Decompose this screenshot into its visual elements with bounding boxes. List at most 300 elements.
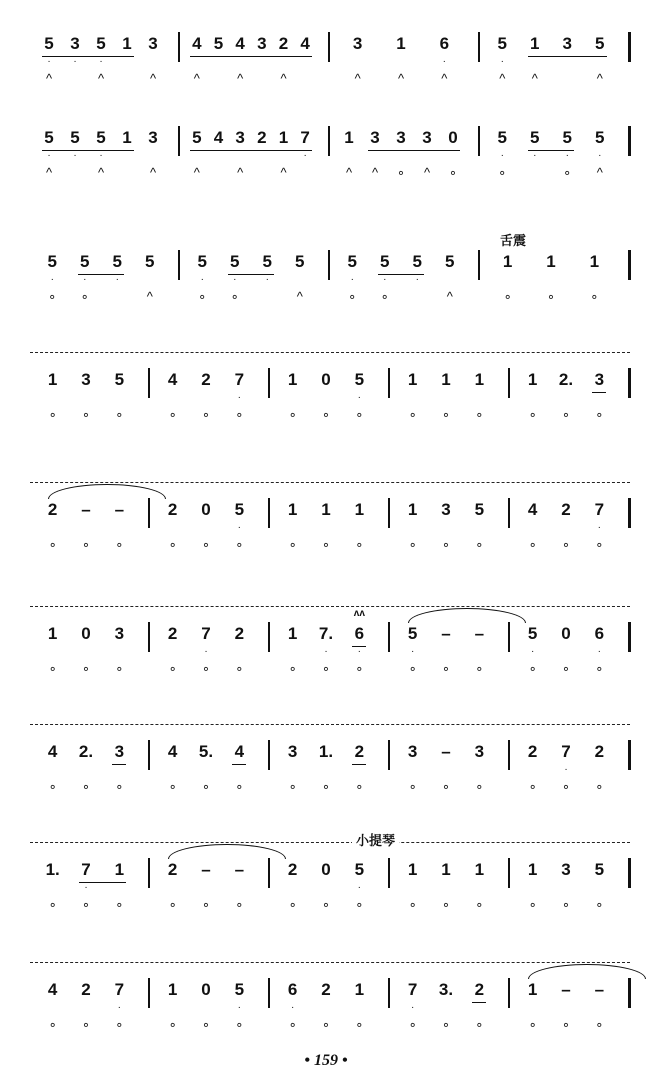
octave-dot: · bbox=[410, 646, 415, 657]
underline-beam bbox=[190, 150, 312, 151]
bowing-mark: ^ bbox=[531, 71, 538, 86]
underline-beam bbox=[368, 150, 460, 151]
bowing-mark: ∘ bbox=[235, 779, 244, 794]
underline-beam bbox=[592, 392, 606, 393]
bowing-mark: ∘ bbox=[528, 1017, 537, 1032]
note: 3 bbox=[257, 34, 267, 53]
bowing-mark: ∘ bbox=[595, 1017, 604, 1032]
bowing-mark: ∘ bbox=[115, 1017, 124, 1032]
note: 2 bbox=[561, 500, 571, 519]
bowing-mark: ∘ bbox=[563, 165, 572, 180]
underline-beam bbox=[352, 764, 366, 765]
note: – bbox=[561, 980, 571, 999]
note: 5 bbox=[96, 128, 106, 147]
note: – bbox=[201, 860, 211, 879]
note: 4 bbox=[527, 500, 538, 519]
barline bbox=[508, 978, 510, 1008]
barline bbox=[148, 978, 150, 1008]
bowing-mark: ∘ bbox=[528, 779, 537, 794]
bowing-mark: ∘ bbox=[561, 779, 571, 794]
bowing-mark: ^ bbox=[596, 165, 603, 180]
note: – bbox=[114, 500, 125, 519]
bowing-mark: ∘ bbox=[235, 407, 244, 422]
barline bbox=[148, 858, 150, 888]
note: 7 bbox=[234, 370, 245, 389]
note: 5 bbox=[114, 370, 125, 389]
bowing-mark: ∘ bbox=[115, 407, 124, 422]
bowing-mark: ∘ bbox=[528, 537, 537, 552]
bowing-mark: ∘ bbox=[288, 407, 297, 422]
note: 3 bbox=[114, 624, 125, 643]
barline bbox=[388, 622, 390, 652]
note: 5 bbox=[380, 252, 390, 271]
note: 2 bbox=[321, 980, 331, 999]
barline bbox=[508, 622, 510, 652]
note: 3 bbox=[370, 128, 380, 147]
note: 1 bbox=[278, 128, 289, 147]
tie-slur bbox=[48, 484, 166, 499]
note: 2 bbox=[257, 128, 267, 147]
note: 2 bbox=[278, 34, 289, 53]
barline bbox=[388, 740, 390, 770]
note: 5 bbox=[70, 128, 80, 147]
note: 0 bbox=[201, 980, 211, 999]
bowing-mark: ∘ bbox=[408, 407, 417, 422]
note: 5 bbox=[474, 500, 485, 519]
bowing-mark: ∘ bbox=[408, 661, 417, 676]
bowing-mark: ∘ bbox=[321, 537, 331, 552]
barline bbox=[628, 126, 631, 156]
bowing-mark: ^ bbox=[397, 71, 405, 86]
note: – bbox=[474, 624, 485, 643]
note: 3 bbox=[562, 34, 572, 53]
score-row bbox=[0, 604, 652, 694]
bowing-mark: ∘ bbox=[201, 1017, 211, 1032]
note: 3 bbox=[561, 860, 571, 879]
underline-beam bbox=[190, 56, 312, 57]
bowing-mark: ∘ bbox=[81, 1017, 91, 1032]
bowing-mark: ∘ bbox=[115, 537, 124, 552]
note: 7 bbox=[300, 128, 310, 147]
note: 1 bbox=[407, 860, 418, 879]
score-row bbox=[0, 833, 652, 930]
note: 5 bbox=[213, 34, 224, 53]
note: 4 bbox=[192, 34, 202, 53]
note: 3 bbox=[594, 370, 605, 389]
note: 1 bbox=[122, 128, 132, 147]
octave-dot: · bbox=[115, 274, 119, 285]
underline-beam bbox=[472, 1002, 486, 1003]
bowing-mark: ∘ bbox=[408, 1017, 417, 1032]
underline-beam bbox=[42, 150, 134, 151]
note: 1 bbox=[47, 624, 58, 643]
note: 1 bbox=[527, 370, 538, 389]
dashed-line bbox=[30, 352, 630, 353]
annotation-tongue-tremolo: 舌震 bbox=[496, 230, 530, 249]
dashed-line bbox=[30, 482, 630, 483]
barline bbox=[508, 740, 510, 770]
note: 5 bbox=[80, 252, 90, 271]
bowing-mark: ∘ bbox=[201, 407, 211, 422]
octave-dot: · bbox=[290, 1002, 295, 1013]
barline bbox=[148, 740, 150, 770]
octave-dot: · bbox=[500, 56, 504, 67]
bowing-mark: ^ bbox=[146, 289, 153, 304]
barline bbox=[388, 498, 390, 528]
barline bbox=[268, 368, 270, 398]
bowing-mark: ∘ bbox=[475, 897, 484, 912]
note: 7 bbox=[407, 980, 418, 999]
bowing-mark: ^ bbox=[296, 289, 303, 304]
note: 1 bbox=[287, 624, 298, 643]
underline-beam bbox=[528, 150, 575, 151]
bowing-mark: ∘ bbox=[201, 897, 211, 912]
note: 2 bbox=[474, 980, 485, 999]
octave-dot: · bbox=[99, 150, 103, 161]
note: 1 bbox=[546, 252, 556, 271]
bowing-mark: ∘ bbox=[201, 661, 211, 676]
note: 1 bbox=[502, 252, 513, 271]
note: 2. bbox=[558, 370, 574, 389]
note: 5 bbox=[497, 128, 507, 147]
note: 5 bbox=[262, 252, 272, 271]
octave-dot: · bbox=[233, 274, 237, 285]
bowing-mark: ∘ bbox=[441, 897, 451, 912]
bowing-mark: ∘ bbox=[408, 897, 417, 912]
note: 1 bbox=[407, 500, 418, 519]
octave-dot: · bbox=[73, 56, 77, 67]
note: 1 bbox=[344, 128, 354, 147]
bowing-mark: ∘ bbox=[198, 289, 207, 304]
bowing-mark: ^ bbox=[280, 71, 287, 86]
octave-dot: · bbox=[564, 764, 568, 775]
note: 2 bbox=[81, 980, 91, 999]
note: 3 bbox=[441, 500, 451, 519]
underline-beam bbox=[352, 646, 366, 647]
bowing-mark: ∘ bbox=[115, 779, 124, 794]
barline bbox=[148, 622, 150, 652]
barline bbox=[508, 498, 510, 528]
underline-beam bbox=[228, 274, 275, 275]
note: 5 bbox=[44, 128, 54, 147]
note: 1 bbox=[407, 370, 418, 389]
bowing-mark: ∘ bbox=[168, 661, 177, 676]
note: 7 bbox=[594, 500, 605, 519]
note: 1 bbox=[167, 980, 178, 999]
note: 6 bbox=[439, 34, 450, 53]
note: 3 bbox=[70, 34, 80, 53]
barline bbox=[178, 126, 180, 156]
annotation-violin: 小提琴 bbox=[352, 830, 399, 849]
bowing-mark: ∘ bbox=[503, 289, 512, 304]
note: 4 bbox=[47, 980, 58, 999]
note: 3 bbox=[235, 128, 245, 147]
bowing-mark: ^ bbox=[446, 289, 453, 304]
octave-dot: · bbox=[565, 150, 569, 161]
note: 5 bbox=[112, 252, 122, 271]
note: 5 bbox=[412, 252, 422, 271]
note: 2 bbox=[201, 370, 211, 389]
octave-dot: · bbox=[410, 1002, 415, 1013]
barline bbox=[628, 250, 631, 280]
tie-slur bbox=[528, 964, 646, 979]
note: 3. bbox=[438, 980, 454, 999]
bowing-mark: ∘ bbox=[355, 779, 364, 794]
bowing-mark: ^ bbox=[45, 165, 53, 180]
note: 5 bbox=[234, 980, 245, 999]
octave-dot: · bbox=[117, 1002, 121, 1013]
note: 7 bbox=[201, 624, 211, 643]
score-row bbox=[0, 722, 652, 812]
note: 1 bbox=[122, 34, 132, 53]
dashed-line bbox=[30, 842, 630, 843]
bowing-mark: ∘ bbox=[81, 407, 91, 422]
bowing-mark: ∘ bbox=[168, 779, 177, 794]
octave-dot: · bbox=[265, 274, 269, 285]
note: 2 bbox=[287, 860, 298, 879]
bowing-mark: ∘ bbox=[201, 537, 211, 552]
note: 1 bbox=[474, 370, 485, 389]
barline bbox=[178, 250, 180, 280]
bowing-mark: ∘ bbox=[48, 289, 57, 304]
bowing-mark: ∘ bbox=[81, 897, 91, 912]
bowing-mark: ^ bbox=[97, 71, 105, 86]
barline bbox=[388, 978, 390, 1008]
bowing-mark: ^ bbox=[193, 165, 200, 180]
bowing-mark: ∘ bbox=[81, 779, 91, 794]
note: 6 bbox=[594, 624, 605, 643]
note: 2 bbox=[234, 624, 245, 643]
octave-dot: · bbox=[530, 646, 535, 657]
note: 3 bbox=[352, 34, 363, 53]
octave-dot: · bbox=[47, 150, 51, 161]
octave-dot: · bbox=[533, 150, 537, 161]
underline-beam bbox=[378, 274, 425, 275]
note: 1 bbox=[354, 500, 365, 519]
bowing-mark: ∘ bbox=[168, 537, 177, 552]
bowing-mark: ^ bbox=[237, 71, 244, 86]
bowing-mark: ∘ bbox=[355, 661, 364, 676]
note: 5 bbox=[347, 252, 357, 271]
bowing-mark: ∘ bbox=[355, 537, 364, 552]
bowing-mark: ^ bbox=[149, 71, 157, 86]
note: 5 bbox=[595, 128, 605, 147]
note: 1. bbox=[318, 742, 334, 761]
note: 2 bbox=[167, 624, 178, 643]
bowing-mark: ∘ bbox=[168, 897, 177, 912]
barline bbox=[508, 368, 510, 398]
barline bbox=[628, 622, 631, 652]
bowing-mark: ∘ bbox=[448, 165, 458, 180]
bowing-mark: ∘ bbox=[288, 661, 297, 676]
note: 5 bbox=[407, 624, 418, 643]
octave-dot: · bbox=[237, 392, 241, 403]
barline bbox=[268, 740, 270, 770]
note: 1. bbox=[45, 860, 60, 879]
bowing-mark: ∘ bbox=[355, 407, 364, 422]
barline bbox=[268, 622, 270, 652]
note: 1 bbox=[527, 860, 538, 879]
bowing-mark: ∘ bbox=[81, 537, 91, 552]
bowing-mark: ∘ bbox=[528, 407, 537, 422]
bowing-mark: ∘ bbox=[288, 779, 297, 794]
note: 3 bbox=[422, 128, 432, 147]
underline-beam bbox=[78, 274, 125, 275]
underline-beam bbox=[112, 764, 126, 765]
barline bbox=[268, 858, 270, 888]
note: 5 bbox=[354, 860, 365, 879]
underline-beam bbox=[42, 56, 134, 57]
note: 2 bbox=[47, 500, 58, 519]
octave-dot: · bbox=[200, 274, 204, 285]
note: 1 bbox=[441, 370, 451, 389]
bowing-mark: ∘ bbox=[115, 661, 124, 676]
bowing-mark: ∘ bbox=[528, 661, 537, 676]
note: 0 bbox=[561, 624, 571, 643]
note: 5 bbox=[234, 500, 245, 519]
bowing-mark: ∘ bbox=[595, 897, 604, 912]
bowing-mark: ∘ bbox=[230, 289, 239, 304]
barline bbox=[148, 368, 150, 398]
bowing-mark: ∘ bbox=[168, 1017, 177, 1032]
note: 2 bbox=[354, 742, 365, 761]
octave-dot: · bbox=[598, 150, 602, 161]
octave-dot: · bbox=[597, 522, 601, 533]
score-row bbox=[0, 480, 652, 570]
octave-dot: · bbox=[47, 56, 51, 67]
octave-dot: · bbox=[500, 150, 504, 161]
dashed-line bbox=[30, 724, 630, 725]
note: 3 bbox=[114, 742, 125, 761]
bowing-mark: ∘ bbox=[441, 1017, 451, 1032]
octave-dot: · bbox=[383, 274, 387, 285]
note: 4 bbox=[167, 742, 178, 761]
note: 5 bbox=[295, 252, 305, 271]
octave-dot: · bbox=[415, 274, 419, 285]
note: 1 bbox=[527, 980, 538, 999]
note: 5. bbox=[198, 742, 214, 761]
note: 2 bbox=[167, 500, 178, 519]
note: 5 bbox=[96, 34, 106, 53]
bowing-mark: ∘ bbox=[380, 289, 389, 304]
bowing-mark: ∘ bbox=[475, 537, 484, 552]
note: 5 bbox=[497, 34, 507, 53]
note: 6 bbox=[354, 624, 365, 643]
bowing-mark: ∘ bbox=[590, 289, 599, 304]
bowing-mark: ^ bbox=[371, 165, 379, 180]
score-row bbox=[0, 108, 652, 198]
bowing-mark: ∘ bbox=[408, 779, 417, 794]
page-number: • 159 • bbox=[304, 1052, 348, 1069]
octave-dot: · bbox=[357, 646, 361, 657]
note: 5 bbox=[530, 128, 540, 147]
bowing-mark: ∘ bbox=[235, 897, 244, 912]
bowing-mark: ∘ bbox=[235, 661, 244, 676]
note: 5 bbox=[595, 34, 605, 53]
octave-dot: · bbox=[237, 522, 241, 533]
barline bbox=[628, 858, 631, 888]
bowing-mark: ∘ bbox=[498, 165, 507, 180]
barline bbox=[268, 978, 270, 1008]
note: 0 bbox=[321, 860, 331, 879]
barline bbox=[268, 498, 270, 528]
barline bbox=[628, 498, 631, 528]
octave-dot: · bbox=[237, 1002, 241, 1013]
bowing-mark: ∘ bbox=[48, 1017, 57, 1032]
note: 1 bbox=[47, 370, 58, 389]
note: 3 bbox=[396, 128, 406, 147]
bowing-mark: ^ bbox=[596, 71, 603, 86]
bowing-mark: ∘ bbox=[235, 537, 244, 552]
barline bbox=[478, 32, 480, 62]
bowing-mark: ∘ bbox=[561, 661, 571, 676]
bowing-mark: ∘ bbox=[80, 289, 89, 304]
note: 7 bbox=[561, 742, 571, 761]
bowing-mark: ∘ bbox=[396, 165, 406, 180]
note: 4 bbox=[300, 34, 310, 53]
note: 0 bbox=[81, 624, 91, 643]
bowing-mark: ∘ bbox=[81, 661, 91, 676]
bowing-mark: ∘ bbox=[355, 897, 364, 912]
octave-dot: · bbox=[597, 646, 601, 657]
barline bbox=[478, 250, 480, 280]
note: 3 bbox=[148, 128, 158, 147]
bowing-mark: ^ bbox=[237, 165, 244, 180]
bowing-mark: ∘ bbox=[441, 537, 451, 552]
bowing-mark: ∘ bbox=[546, 289, 556, 304]
bowing-mark: ∘ bbox=[561, 1017, 571, 1032]
barline bbox=[328, 250, 330, 280]
note: 4 bbox=[167, 370, 178, 389]
note: 1 bbox=[441, 860, 451, 879]
note: 0 bbox=[321, 370, 331, 389]
bowing-mark: ∘ bbox=[321, 661, 331, 676]
dashed-line bbox=[30, 962, 630, 963]
bowing-mark: ^ bbox=[499, 71, 506, 86]
note: 5 bbox=[594, 860, 605, 879]
barline bbox=[628, 740, 631, 770]
octave-dot: · bbox=[50, 274, 54, 285]
bowing-mark: ∘ bbox=[408, 537, 417, 552]
note: – bbox=[234, 860, 245, 879]
note: – bbox=[594, 980, 605, 999]
octave-dot: · bbox=[442, 56, 446, 67]
bowing-mark: ∘ bbox=[321, 1017, 331, 1032]
note: 5 bbox=[47, 252, 57, 271]
note: 1 bbox=[474, 860, 485, 879]
bowing-mark: ∘ bbox=[475, 661, 484, 676]
bowing-mark: ∘ bbox=[441, 661, 451, 676]
tie-slur bbox=[408, 608, 526, 623]
note: 5 bbox=[197, 252, 207, 271]
bowing-mark: ∘ bbox=[528, 897, 537, 912]
note: 5 bbox=[230, 252, 240, 271]
bowing-mark: ∘ bbox=[561, 407, 571, 422]
note: 3 bbox=[148, 34, 158, 53]
note: 1 bbox=[287, 500, 298, 519]
underline-beam bbox=[528, 56, 607, 57]
note: 0 bbox=[201, 500, 211, 519]
underline-beam bbox=[232, 764, 246, 765]
octave-dot: · bbox=[204, 646, 208, 657]
bowing-mark: ∘ bbox=[595, 537, 604, 552]
bowing-mark: ∘ bbox=[288, 1017, 297, 1032]
note: 5 bbox=[44, 34, 54, 53]
bowing-mark: ∘ bbox=[235, 1017, 244, 1032]
bowing-mark: ∘ bbox=[48, 779, 57, 794]
ornament-mark: ʌʌ bbox=[353, 608, 365, 619]
bowing-mark: ∘ bbox=[48, 897, 57, 912]
